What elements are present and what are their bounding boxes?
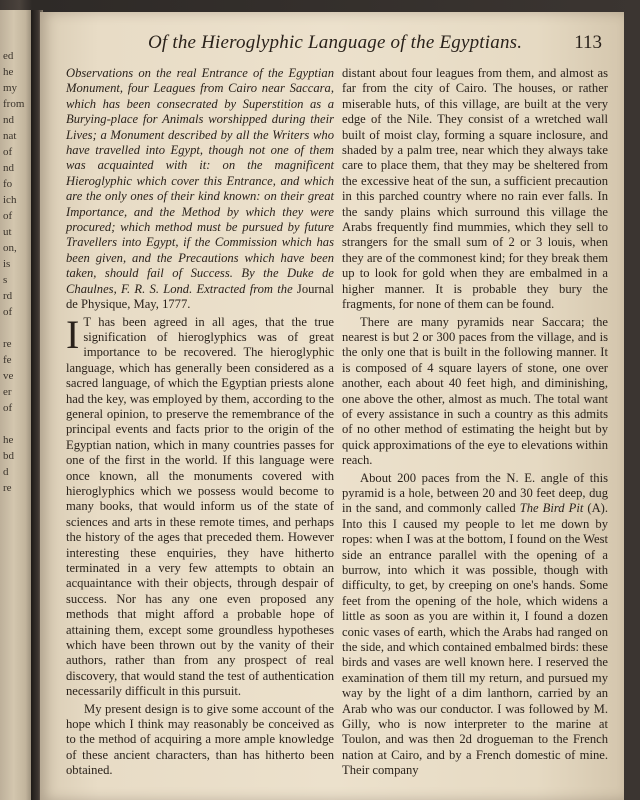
article-intro (66, 66, 334, 313)
body-paragraph: My present design is to give some account of the hope which I think may reasonably be conceived as to the method of acquiring a more ample knowledge of these ancient characters, than has hitherto been obtained. (66, 701, 334, 778)
body-paragraph (342, 471, 608, 779)
body-paragraph-text: About 200 paces from the N. E. angle of this pyramid is a hole, between 20 and 30 feet deep, dug in the sand, and commonly called (342, 470, 608, 516)
right-column (342, 66, 608, 781)
body-paragraph: distant about four leagues from them, and almost as far from the city of Cairo. The houses, or rather miserable huts, of this village, are built at the very edge of the Nile. They consist of a wretched wall built of moist clay, forming a square inclosure, and shaded by a palm tree, near which they always take care to place them, that they may be sheltered from the excessive heat of the sun, a sufficient precaution in this parched country where no rain ever falls. In the sandy plains which surround this village the Arabs frequently find mummies, which they sell to strangers for the small sum of 2 or 3 louis, when they are of the commonest kind; for they break them up to look for gold when they are embalmed in a higher manner. It is probable they bury the fragments, for none of them can be found. (342, 66, 608, 312)
document-page (40, 12, 624, 800)
left-column (66, 66, 334, 781)
drop-cap: I (66, 311, 80, 357)
body-paragraph: There are many pyramids near Saccara; the nearest is but 2 or 300 paces from the village, and is the only one that is built in the following manner. It is composed of 4 square layers of stone, one over another, each about 40 feet high, and diminishing, one above the other, almost as much. The total want of every assistance in such a country as this admits of no other method of estimating the height but by quick approximations of the eye to elevations within reach. (342, 314, 608, 468)
page-number: 113 (574, 32, 602, 53)
body-paragraph-text: (A). Into this I caused my people to let me down by ropes: when I was at the bottom, I found on the West side an entrance parallel with the opening of a burrow, into which it was possible, though with difficulty, to get, by creeping on one's hands. Some feet from the opening of the hole, which widens a little as soon as you are within it, I found a dozen conic vases of earth, which the Arabs had ranged on the side, and which contained embalmed birds: these birds and vases are well known here. I reserved the examination of them till my return, and pursued my way by the light of a dim lanthorn, carried by an Arab who was our conductor. I was followed by M. Gilly, who is now interpreter to the marine at Toulon, and was then 2d drogueman to the French nation at Cairo, and by a French domestic of mine. Their company (342, 501, 609, 778)
article-intro-text: Observations on the real Entrance of the Egyptian Monument, four Leagues from Cairo near Saccara, which has been consecrated by Superstition as a Burying-place for Animals worshipped during their Lives; a Monument described by all the Writers who have travelled into Egypt, though not one of them was acquainted with it: on the magnificent Hieroglyphic which cover this Entrance, and which are the only ones of their kind known: on their great Importance, and the Method by which they were procured; which method must be pursued by future Travellers into Egypt, if the Commission which has been given, and the Precautions which have been taken, should fail of Success. By the Duke de Chaulnes, F. R. S. Lond. Extracted from the (66, 66, 334, 296)
previous-page-text-fragment: ed he my from nd nat of nd fo ich of ut on, is s rd of re fe ve er of he bd d re (3, 50, 25, 494)
body-paragraph (66, 311, 334, 700)
page-header (40, 30, 624, 56)
body-paragraph-text: T has been agreed in all ages, that the true signification of hieroglyphics was of great importance to be recovered. The hieroglyphic language, which has generally been considered as a sacred language, of which the Egyptian priests alone had the key, was employed by them, according to the general opinion, to preserve the remembrance of the principal events and facts prior to the origin of the Egyptian nation, which in many countries passes for one of the first in the world. If this language were once known, all the monuments covered with hieroglyphics which we possess would become to many books, that would inform us of the state of sciences and arts in these remote times, and perhaps the history of the ages that preceded them. However interesting these enquiries, they have hitherto terminated in a very few attempts to obtain an acquaintance with their objects, through despair of success. Nor has any one even proposed any methods that might afford a probable hope of attaining them, except some groundless hypotheses which have been thrown out by the vanity of their authors, rather than from any prospect of real discovery, that would stand the test of authentication necessarily difficult in this pursuit. (66, 314, 334, 699)
bird-pit-name: The Bird Pit (519, 501, 584, 516)
previous-page-edge (0, 10, 34, 800)
running-title: Of the Hieroglyphic Language of the Egyptians. (148, 32, 523, 53)
article-source: Journal de Physique, May, 1777. (66, 281, 334, 312)
